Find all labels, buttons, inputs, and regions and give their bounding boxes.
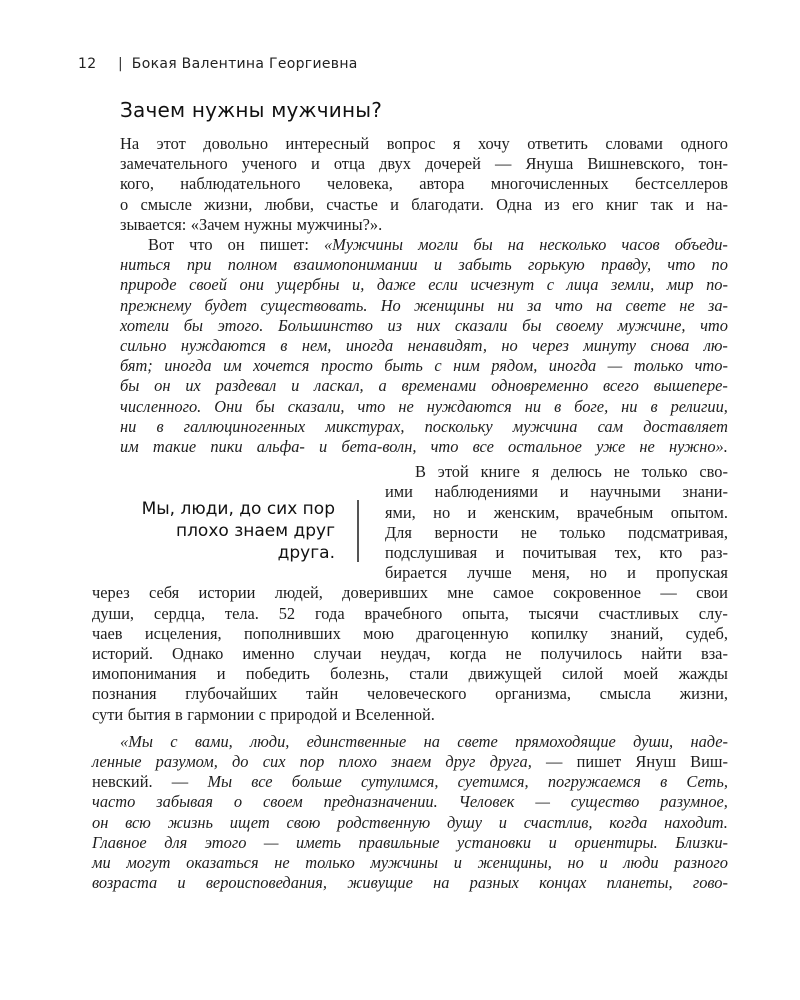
text-line: хотели бы этого. Большинство из них сказали бы своему мужчине, что: [120, 315, 728, 335]
text-line: им такие пики альфа- и бета-волн, что все остальное уже не нужно».: [120, 437, 728, 456]
text-line: чаев исцеления, пополнивших мою драгоценную копилку знаний, судеб,: [92, 623, 728, 643]
pull-quote: [90, 498, 335, 564]
text-line: замечательного ученого и отца двух дочерей — Януша Вишневского, тон-: [120, 154, 728, 174]
text-line: ими наблюдениями и научными знани-: [385, 482, 728, 502]
text-line: возраста и вероисповедания, живущие на разных концах планеты, гово-: [92, 873, 728, 893]
text-line: имопонимания и победить болезнь, стали движущей силой моей жажды: [92, 664, 728, 684]
text-line: «Мы с вами, люди, единственные на свете прямоходящие души, наде-: [120, 731, 728, 751]
page-number: 12: [78, 56, 97, 72]
pull-quote-rule: [357, 500, 359, 562]
text-line: души, сердца, тела. 52 года врачебного опыта, тысячи счастливых слу-: [92, 603, 728, 623]
header-author: Бокая Валентина Георгиевна: [131, 56, 358, 72]
text-line: Вот что он пишет: «Мужчины могли бы на несколько часов объеди-: [148, 235, 728, 254]
text-line: бят; иногда им хочется просто быть с ним рядом, иногда — только что-: [120, 356, 728, 376]
text-line: часто забывая о своем предназначении. Человек — существо разумное,: [92, 792, 728, 812]
text-line: сильно нуждаются в нем, иногда ненавидят, но через минуту снова лю-: [120, 336, 728, 355]
running-header: [78, 56, 358, 72]
text-line: невский. — Мы все больше сутулимся, суетимся, погружаемся в Сеть,: [92, 772, 728, 792]
text-line: познания глубочайших тайн человеческого организма, смысла жизни,: [92, 684, 728, 704]
pull-quote-line: Мы, люди, до сих пор: [141, 499, 335, 519]
text-line: ниться при полном взаимопонимании и забыть горькую правду, что по: [120, 255, 728, 275]
text-line: историй. Однако именно случаи неудач, когда не получилось найти вза-: [92, 644, 728, 663]
text-line: ми могут оказаться не только мужчины и женщины, но и люди разного: [92, 853, 728, 872]
text-line: подслушивая и почитывая тех, кто раз-: [385, 543, 728, 562]
text-line: ни в галлюциногенных микстурах, поскольку мужчина сам доставляет: [120, 416, 728, 436]
pull-quote-line: плохо знаем друг: [175, 521, 335, 541]
text-line: Главное для этого — иметь правильные установки и ориентиры. Близки-: [92, 832, 728, 852]
text-line: природе своей они ущербны и, даже если исчезнут с лица земли, мир по-: [120, 275, 728, 295]
text-line: ленные разумом, до сих пор плохо знаем друг друга, — пишет Януш Виш-: [92, 752, 728, 771]
text-line: зывается: «Зачем нужны мужчины?».: [120, 214, 383, 234]
text-line: он всю жизнь ищет свою родственную душу и счастлив, когда находит.: [92, 812, 728, 832]
text-line: о смысле жизни, любви, счастье и благодати. Одна из его книг так и на-: [120, 194, 728, 214]
header-separator: |: [118, 56, 124, 72]
text-line: В этой книге я делюсь не только сво-: [415, 462, 728, 482]
text-line: численного. Они бы сказали, что не нуждаются ни в боге, ни в религии,: [120, 396, 728, 416]
text-line: через себя истории людей, доверивших мне самое сокровенное — свои: [92, 583, 728, 603]
text-line: Для верности не только подсматривая,: [385, 522, 728, 542]
text-line: На этот довольно интересный вопрос я хочу ответить словами одного: [120, 134, 728, 153]
text-line: кого, наблюдательного человека, автора многочисленных бестселлеров: [120, 174, 728, 194]
pull-quote-line: друга.: [277, 543, 335, 563]
text-line: бы он их раздевал и ласкал, а временами одновременно всего вышепере-: [120, 376, 728, 396]
text-line: прежнему будет существовать. Но женщины ни за что на свете не за-: [120, 295, 728, 315]
text-line: ями, но и женским, врачебным опытом.: [385, 502, 728, 522]
section-title: Зачем нужны мужчины?: [120, 98, 383, 122]
text-line: бирается лучше меня, но и пропуская: [385, 563, 728, 583]
text-line: сути бытия в гармонии с природой и Вселенной.: [92, 704, 435, 724]
